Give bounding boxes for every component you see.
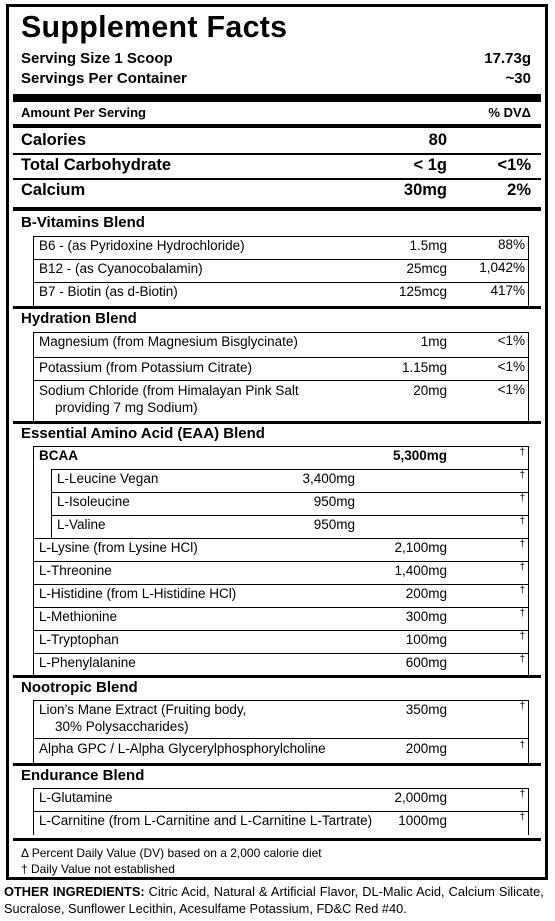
right-rule	[528, 446, 529, 676]
ingredient-name: L-Lysine (from Lysine HCl)	[39, 540, 198, 555]
servings-per-container-label: Servings Per Container	[21, 70, 187, 87]
row-divider	[33, 811, 529, 812]
right-rule	[528, 332, 529, 422]
row-divider	[33, 259, 529, 260]
row-divider	[33, 788, 529, 789]
ingredient-amount: 5,300mg	[392, 448, 447, 463]
indent-rule	[33, 788, 34, 835]
row-divider	[13, 153, 541, 155]
serving-size-value: 17.73g	[484, 50, 531, 67]
ingredient-name: Lion’s Mane Extract (Fruiting body,	[39, 702, 247, 717]
indent-rule	[33, 446, 34, 676]
ingredient-name: L-Valine	[57, 517, 106, 532]
ingredient-amount: 125mcg	[398, 284, 447, 299]
ingredient-amount: 1.15mg	[401, 360, 447, 375]
bcaa-indent-rule	[51, 469, 52, 538]
ingredient-dv: †	[519, 447, 525, 458]
nutrient-name: Calcium	[21, 181, 86, 199]
right-rule	[528, 788, 529, 835]
ingredient-name: L-Methionine	[39, 609, 118, 624]
indent-rule	[33, 332, 34, 422]
ingredient-amount: 600mg	[405, 655, 447, 670]
ingredient-dv: †	[519, 631, 525, 642]
ingredient-name: B6 - (as Pyridoxine Hydrochloride)	[39, 238, 245, 253]
supplement-facts-panel	[6, 4, 548, 880]
panel-title: Supplement Facts	[21, 9, 288, 44]
nutrient-dv: 2%	[507, 181, 531, 199]
ingredient-dv: <1%	[497, 333, 525, 348]
section-divider	[13, 838, 541, 841]
row-divider	[33, 357, 529, 358]
ingredient-name: B7 - Biotin (as d-Biotin)	[39, 284, 178, 299]
blend-title: Essential Amino Acid (EAA) Blend	[21, 425, 265, 442]
ingredient-dv: †	[519, 539, 525, 550]
ingredient-amount: 200mg	[405, 586, 447, 601]
row-divider	[33, 446, 529, 447]
ingredient-name: L-Glutamine	[39, 790, 113, 805]
row-divider	[51, 515, 529, 516]
other-ingredients-text: Citric Acid, Natural & Artificial Flavor, DL-Malic Acid, Calcium Silicate, Sucralose, Sunflower Lecithin, Acesulfame Potassium, FD&C Red #40.	[4, 884, 544, 916]
row-divider	[33, 282, 529, 283]
ingredient-name: L-Carnitine (from L-Carnitine and L-Carnitine L-Tartrate)	[39, 813, 373, 828]
ingredient-name: L-Isoleucine	[57, 494, 130, 509]
other-ingredients-label: OTHER INGREDIENTS:	[4, 884, 145, 899]
thick-divider	[13, 94, 541, 102]
blend-title: Endurance Blend	[21, 767, 145, 784]
nutrient-amount: 80	[428, 131, 447, 149]
ingredient-amount: 300mg	[405, 609, 447, 624]
ingredient-dv: 88%	[497, 237, 525, 252]
ingredient-amount: 950mg	[313, 494, 355, 509]
indent-rule	[33, 700, 34, 763]
row-divider	[33, 738, 529, 739]
row-divider	[33, 236, 529, 237]
ingredient-dv: †	[519, 470, 525, 481]
ingredient-amount: 1.5mg	[409, 238, 447, 253]
ingredient-dv: 1,042%	[479, 260, 525, 275]
ingredient-name: L-Histidine (from L-Histidine HCl)	[39, 586, 237, 601]
nutrient-name: Calories	[21, 131, 87, 149]
ingredient-name: Sodium Chloride (from Himalayan Pink Salt	[39, 383, 299, 398]
section-divider	[13, 675, 541, 678]
section-divider	[13, 763, 541, 766]
ingredient-dv: †	[519, 812, 525, 823]
ingredient-dv: †	[519, 516, 525, 527]
row-divider	[33, 380, 529, 381]
ingredient-dv: †	[519, 740, 525, 751]
ingredient-dv: †	[519, 701, 525, 712]
footnote-dagger: † Daily Value not established	[21, 862, 175, 876]
nutrient-name: Total Carbohydrate	[21, 156, 172, 174]
serving-size-label: Serving Size 1 Scoop	[21, 50, 173, 67]
row-divider	[51, 469, 529, 470]
ingredient-dv: †	[519, 562, 525, 573]
row-divider	[13, 178, 541, 180]
blend-title: Hydration Blend	[21, 310, 137, 327]
ingredient-name: Alpha GPC / L-Alpha Glycerylphosphorylcholine	[39, 741, 326, 756]
ingredient-name: B12 - (as Cyanocobalamin)	[39, 261, 203, 276]
ingredient-amount: 200mg	[405, 741, 447, 756]
ingredient-amount: 950mg	[313, 517, 355, 532]
nutrient-dv: <1%	[497, 156, 531, 174]
row-divider	[33, 584, 529, 585]
row-divider	[33, 561, 529, 562]
section-divider	[13, 306, 541, 309]
row-divider	[51, 492, 529, 493]
ingredient-name: L-Tryptophan	[39, 632, 119, 647]
ingredient-amount: 3,400mg	[302, 471, 355, 486]
amount-per-serving-label: Amount Per Serving	[21, 105, 146, 120]
row-divider	[33, 332, 529, 333]
servings-per-container-value: ~30	[505, 70, 531, 87]
nutrient-amount: < 1g	[413, 156, 447, 174]
ingredient-name: Potassium (from Potassium Citrate)	[39, 360, 253, 375]
ingredient-name-cont: providing 7 mg Sodium)	[55, 400, 198, 415]
ingredient-amount: 100mg	[405, 632, 447, 647]
right-rule	[528, 236, 529, 306]
ingredient-amount: 1000mg	[398, 813, 447, 828]
ingredient-amount: 2,000mg	[394, 790, 447, 805]
ingredient-name-cont: 30% Polysaccharides)	[55, 719, 189, 734]
blend-title: Nootropic Blend	[21, 679, 138, 696]
ingredient-name: BCAA	[39, 448, 78, 463]
ingredient-dv: <1%	[497, 359, 525, 374]
ingredient-dv: †	[519, 585, 525, 596]
indent-rule	[33, 236, 34, 306]
ingredient-dv: <1%	[497, 382, 525, 397]
blend-title: B-Vitamins Blend	[21, 214, 145, 231]
row-divider	[33, 538, 529, 539]
right-rule	[528, 700, 529, 763]
ingredient-amount: 2,100mg	[394, 540, 447, 555]
header-divider	[13, 124, 541, 128]
ingredient-amount: 25mcg	[406, 261, 447, 276]
section-divider	[13, 421, 541, 424]
other-ingredients	[4, 883, 544, 917]
ingredient-name: Magnesium (from Magnesium Bisglycinate)	[39, 334, 298, 349]
macros-divider	[13, 207, 541, 211]
ingredient-dv: †	[519, 608, 525, 619]
ingredient-dv: 417%	[490, 283, 525, 298]
ingredient-amount: 350mg	[405, 702, 447, 717]
row-divider	[33, 630, 529, 631]
row-divider	[33, 607, 529, 608]
row-divider	[33, 700, 529, 701]
ingredient-amount: 1,400mg	[394, 563, 447, 578]
dv-header-label: % DVΔ	[488, 105, 531, 120]
nutrient-amount: 30mg	[403, 181, 447, 199]
ingredient-amount: 20mg	[413, 383, 447, 398]
row-divider	[33, 653, 529, 654]
ingredient-dv: †	[519, 654, 525, 665]
ingredient-name: L-Phenylalanine	[39, 655, 136, 670]
ingredient-name: L-Threonine	[39, 563, 112, 578]
footnote-dv: Δ Percent Daily Value (DV) based on a 2,000 calorie diet	[21, 846, 322, 860]
ingredient-amount: 1mg	[420, 334, 447, 349]
ingredient-name: L-Leucine Vegan	[57, 471, 159, 486]
ingredient-dv: †	[519, 789, 525, 800]
ingredient-dv: †	[519, 493, 525, 504]
